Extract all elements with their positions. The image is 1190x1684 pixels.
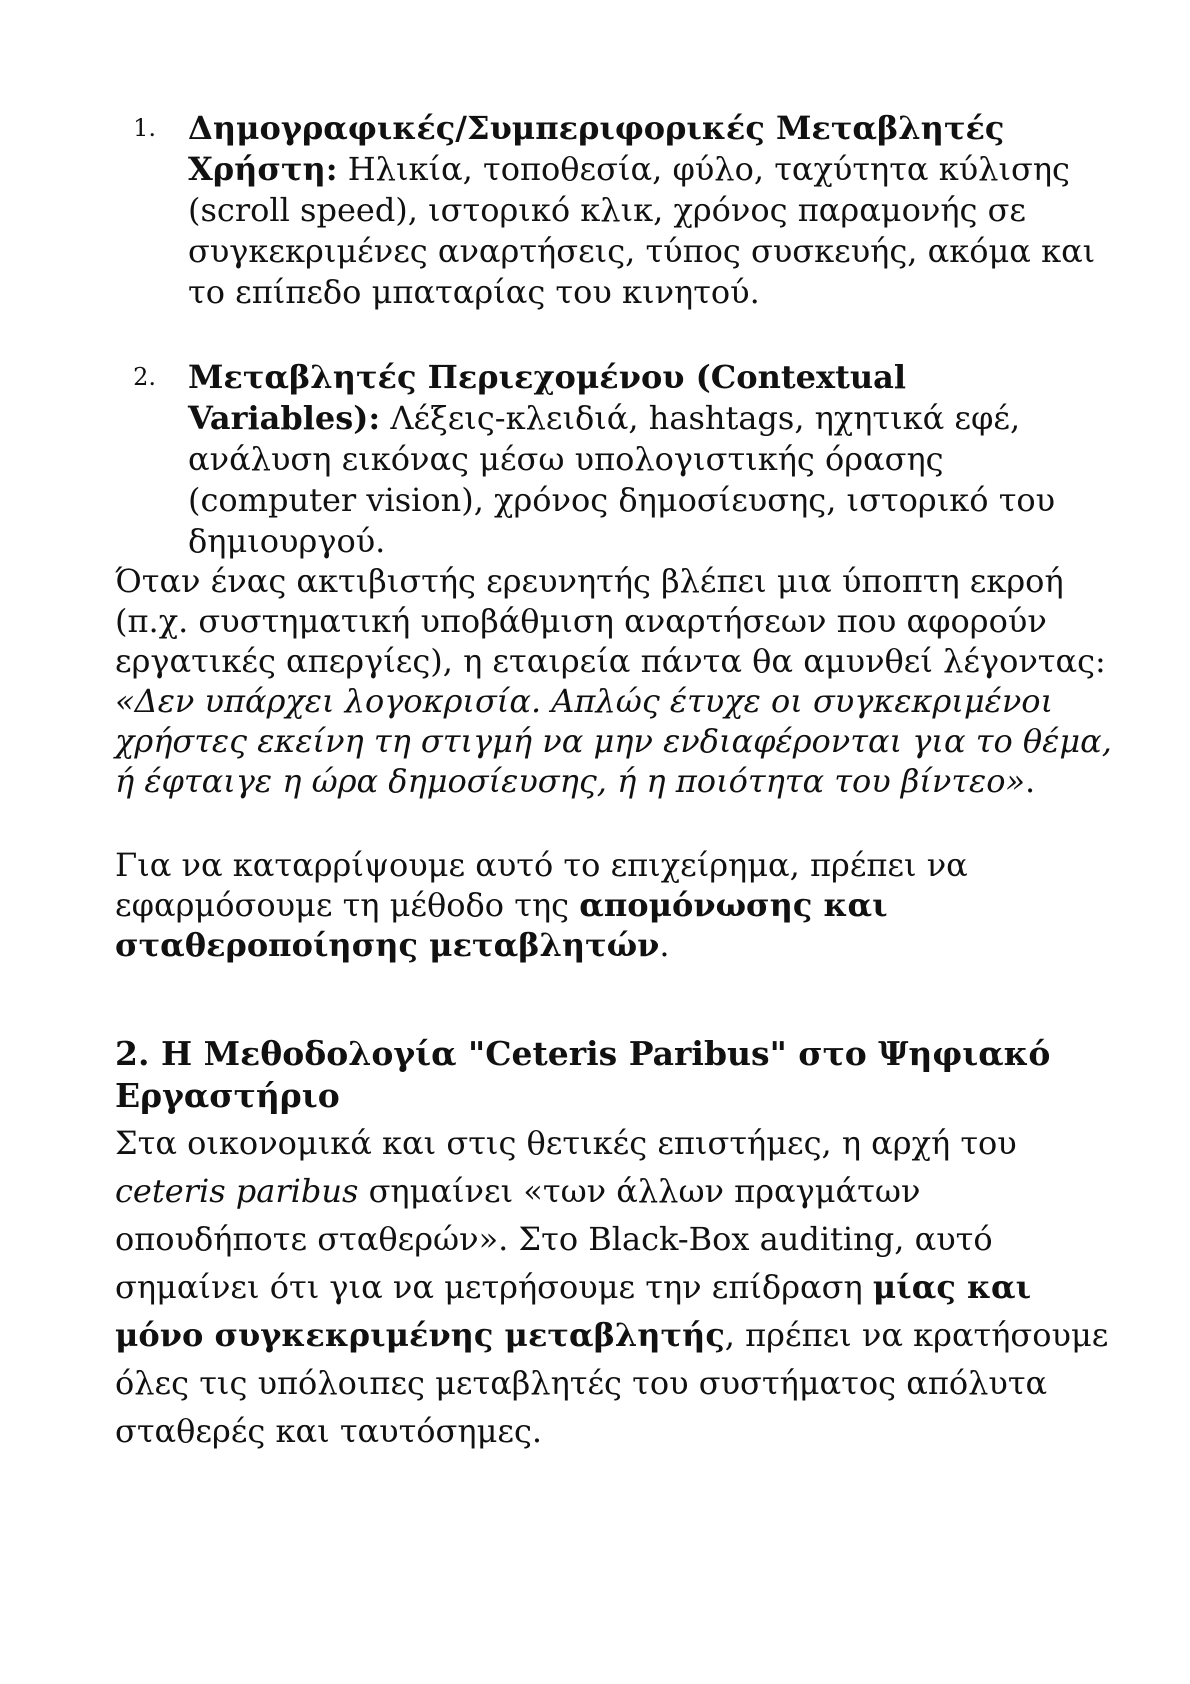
section-heading: 2. Η Μεθοδολογία "Ceteris Paribus" στο Ψηφιακό Εργαστήριο [115, 1034, 1051, 1115]
paragraph-text: Όταν ένας ακτιβιστής ερευνητής βλέπει μια ύποπτη εκροή (π.χ. συστηματική υποβάθμιση αναρτήσεων που αφορούν εργατικές απεργίες), η εταιρεία πάντα θα αμυνθεί λέγοντας: [115, 562, 1106, 680]
list-item-title: Μεταβλητές Περιεχομένου (Contextual Variables): [188, 358, 907, 437]
paragraph-censorship-defense [115, 561, 1115, 801]
list-number: 2. [133, 363, 156, 391]
paragraph-ceteris-paribus [115, 1119, 1115, 1455]
paragraph-text: Για να καταρρίψουμε αυτό το επιχείρημα, πρέπει να εφαρμόσουμε τη μέθοδο της [115, 846, 968, 924]
paragraph-text-2: σημαίνει «των άλλων πραγμάτων οπουδήποτε σταθερών». Στο Black-Box auditing, αυτό σημαίνει ότι για να μετρήσουμε την επίδραση [115, 1172, 993, 1306]
paragraph-end: . [659, 926, 670, 964]
paragraph-isolation-method [115, 845, 1115, 965]
emphasis-text: απομόνωσης και σταθεροποίησης μεταβλητών [115, 886, 888, 964]
paragraph-text: Στα οικονομικά και στις θετικές επιστήμες, η αρχή του [115, 1124, 1017, 1162]
list-item-text: Λέξεις-κλειδιά, hashtags, ηχητικά εφέ, ανάλυση εικόνας μέσω υπολογιστικής όρασης (computer vision), χρόνος δημοσίευσης, ιστορικό του δημιουργού. [188, 399, 1056, 560]
list-number: 1. [133, 114, 156, 142]
paragraph-text-3: , πρέπει να κρατήσουμε όλες τις υπόλοιπες μεταβλητές του συστήματος απόλυτα σταθερές και ταυτόσημες. [115, 1316, 1109, 1450]
latin-term: ceteris paribus [115, 1172, 359, 1210]
variables-list [133, 108, 1100, 313]
list-item-text: Ηλικία, τοποθεσία, φύλο, ταχύτητα κύλισης (scroll speed), ιστορικό κλικ, χρόνος παραμονής σε συγκεκριμένες αναρτήσεις, τύπος συσκευής, ακόμα και το επίπεδο μπαταρίας του κινητού. [188, 150, 1096, 311]
list-item [133, 108, 1100, 313]
list-item-title: Δημογραφικές/Συμπεριφορικές Μεταβλητές Χρήστη: [188, 109, 1005, 188]
quote-text: «Δεν υπάρχει λογοκρισία. Απλώς έτυχε οι συγκεκριμένοι χρήστες εκείνη τη στιγμή να μην ενδιαφέρονται για το θέμα, ή έφταιγε η ώρα δημοσίευσης, ή η ποιότητα του βίντεο» [115, 682, 1112, 800]
list-item [133, 357, 1100, 562]
paragraph-end: . [1025, 762, 1036, 800]
emphasis-text: μίας και μόνο συγκεκριμένης μεταβλητής [115, 1268, 1032, 1354]
variables-list-2 [133, 357, 1100, 562]
